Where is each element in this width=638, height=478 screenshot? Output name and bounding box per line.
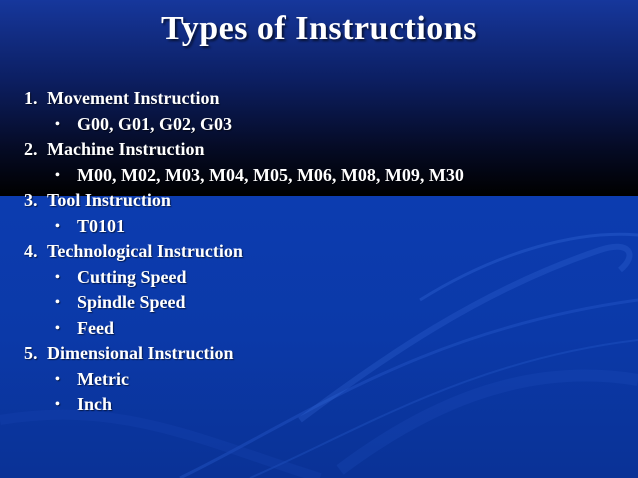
bullet-icon: • — [55, 218, 60, 234]
bullet-text: Cutting Speed — [77, 266, 187, 287]
bullet-icon: • — [55, 295, 60, 310]
bullet-icon: • — [55, 167, 60, 183]
bullet-icon: • — [55, 371, 60, 387]
bullet-icon: • — [55, 269, 60, 285]
item-number: 4. — [24, 241, 38, 261]
slide-title: Types of Instructions — [161, 10, 477, 47]
numbered-item — [24, 188, 624, 214]
item-label: Tool Instruction — [47, 190, 171, 210]
bullet-item — [24, 112, 624, 138]
bullet-icon: • — [55, 320, 60, 336]
bullet-text: Feed — [77, 317, 114, 338]
numbered-item — [24, 239, 624, 265]
bullet-item — [24, 367, 624, 393]
item-number: 5. — [24, 343, 38, 363]
item-label: Machine Instruction — [47, 139, 205, 159]
numbered-item — [24, 86, 624, 112]
bullet-icon: • — [55, 397, 60, 412]
bullet-item — [24, 316, 624, 342]
item-label: Technological Instruction — [47, 241, 243, 261]
bullet-icon: • — [55, 116, 60, 132]
bullet-item — [24, 214, 624, 240]
item-label: Dimensional Instruction — [47, 343, 234, 363]
bullet-item — [24, 290, 624, 316]
bullet-text: M00, M02, M03, M04, M05, M06, M08, M09, M30 — [77, 164, 464, 185]
bullet-item — [24, 163, 624, 189]
bullet-text: T0101 — [77, 215, 126, 236]
bullet-item — [24, 392, 624, 418]
bullet-text: Metric — [77, 368, 129, 389]
item-number: 2. — [24, 139, 38, 159]
item-number: 3. — [24, 190, 38, 210]
numbered-item — [24, 341, 624, 367]
instruction-list — [24, 86, 624, 418]
bullet-item — [24, 265, 624, 291]
bullet-text: G00, G01, G02, G03 — [77, 113, 233, 134]
item-label: Movement Instruction — [47, 88, 220, 108]
bullet-text: Inch — [77, 394, 113, 414]
numbered-item — [24, 137, 624, 163]
bullet-text: Spindle Speed — [77, 292, 186, 312]
item-number: 1. — [24, 88, 38, 108]
